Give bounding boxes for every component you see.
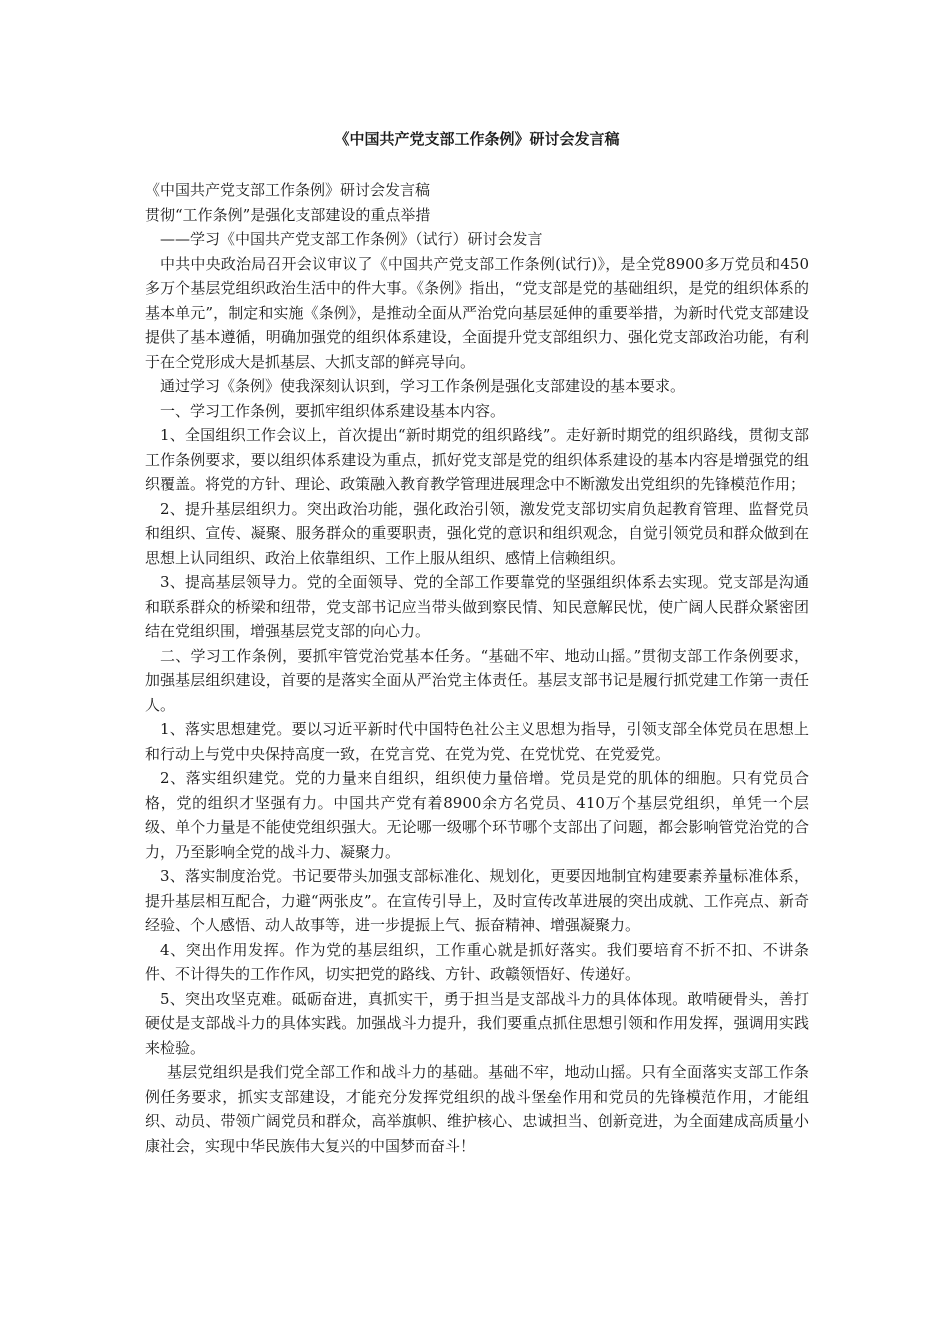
paragraph-1-2: 2、提升基层组织力。突出政治功能，强化政治引领，激发党支部切实肩负起教育管理、监督党员和组织、宣传、凝聚、服务群众的重要职责，强化党的意识和组织观念，自觉引领党员和群众做到在思想上认同组织、政治上依靠组织、工作上服从组织、感情上信赖组织。	[145, 499, 809, 567]
paragraph-1-3: 3、提高基层领导力。党的全面领导、党的全部工作要靠党的坚强组织体系去实现。党支部是沟通和联系群众的桥梁和纽带，党支部书记应当带头做到察民情、知民意解民忧，使广阔人民群众紧密团结在党组织围，增强基层党支部的向心力。	[145, 573, 809, 640]
paragraph-understanding: 通过学习《条例》使我深刻认识到，学习工作条例是强化支部建设的基本要求。	[160, 377, 686, 395]
document-title: 《中国共产党支部工作条例》研讨会发言稿	[334, 130, 620, 148]
paragraph-2-1: 1、落实思想建党。要以习近平新时代中国特色社公主义思想为指导，引领支部全体党员在思想上和行动上与党中央保持高度一致，在党言党、在党为党、在党忧党、在党爱党。	[145, 720, 809, 763]
paragraph-headline: 贯彻“工作条例”是强化支部建设的重点举措	[145, 205, 431, 224]
section-heading-1: 一、学习工作条例，要抓牢组织体系建设基本内容。	[160, 401, 506, 420]
document-body	[145, 178, 809, 1158]
paragraph-2-3: 3、落实制度治党。书记要带头加强支部标准化、规划化，更要因地制宜构建要素养量标准体系，提升基层相互配合，力避“两张皮”。在宣传引导上，及时宣传改革进展的突出成就、工作亮点、新奇经验、个人感悟、动人故事等，进一步提振上气、振奋精神、增强凝聚力。	[145, 867, 809, 934]
paragraph-2-4: 4、突出作用发挥。作为党的基层组织，工作重心就是抓好落实。我们要培育不折不扣、不讲条件、不计得失的工作作风，切实把党的路线、方针、政赣领悟好、传递好。	[145, 940, 809, 983]
section-heading-2: 二、学习工作条例，要抓牢管党治党基本任务。“基础不牢、地动山摇。”贯彻支部工作条例要求，加强基层组织建设，首要的是落实全面从严治党主体责任。基层支部书记是履行抓党建工作第一责任人。	[145, 646, 809, 714]
paragraph-intro: 中共中央政治局召开会议审议了《中国共产党支部工作条例(试行)》，是全党8900多万党员和450多万个基层党组织政治生活中的件大事。《条例》指出，“党支部是党的基础组织，是党的组织体系的基本单元”，制定和实施《条例》，是推动全面从严治党向基层延伸的重要举措，为新时代党支部建设提供了基本遵循，明确加强党的组织体系建设，全面提升党支部组织力、强化党支部政治功能，有利于在仝党形成大是抓基层、大抓支部的鲜亮导向。	[145, 254, 809, 371]
paragraph-2-2: 2、落实组织建党。党的力量来自组织，组织使力量倍增。党员是党的肌体的细胞。只有党员合格，党的组织才坚强有力。中国共产党有着8900余方名党员、410万个基层党组织，单凭一个层级、单个力量是不能使党组织强大。无论哪一级哪个环节哪个支部出了问题，都会影响管党治党的合力，乃至影响全党的战斗力、凝聚力。	[145, 769, 809, 861]
paragraph-repeat-title: 《中国共产党支部工作条例》研讨会发言稿	[145, 181, 431, 199]
paragraph-subtitle: ——学习《中国共产党支部工作条例》（试行）研讨会发言	[160, 230, 543, 248]
paragraph-conclusion: 基层党组织是我们党全部工作和战斗力的基础。基础不牢，地动山摇。只有全面落实支部工作条例任务要求，抓实支部建设，才能充分发挥党组织的战斗堡垒作用和党员的先锋模范作用，才能组织、动员、带领广阔党员和群众，高举旗帜、维护核心、忠诚担当、创新竞进，为全面建成高质量小康社会，实现中华民族伟大复兴的中国梦而奋斗！	[145, 1063, 809, 1155]
paragraph-2-5: 5、突出攻坚克难。砥砺奋进，真抓实干，勇于担当是支部战斗力的具体体现。敢啃硬骨头，善打硬仗是支部战斗力的具体实践。加强战斗力提升，我们要重点抓住思想引领和作用发挥，强调用实践来检验。	[145, 989, 809, 1057]
paragraph-1-1: 1、全国组织工作会议上，首次提出“新时期党的组织路线”。走好新时期党的组织路线，贯彻支部工作条例要求，要以组织体系建设为重点，抓好党支部是党的组织体系建设的基本内容是增强党的组织覆盖。将党的方针、理论、政策融入教育教学管理进展理念中不断激发出党组织的先锋模范作用；	[145, 426, 809, 493]
